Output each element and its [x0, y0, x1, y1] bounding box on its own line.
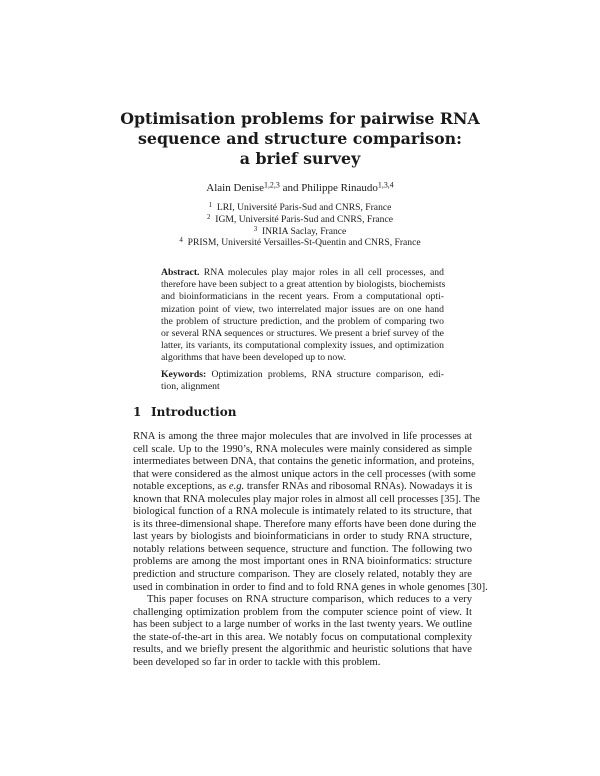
- affiliation-text: INRIA Saclay, France: [261, 225, 347, 237]
- abstract-text: RNA molecules play major roles in all cell processes, and: [199, 267, 444, 278]
- keywords-label: Keywords:: [161, 369, 207, 380]
- body-emphasis: e.g.: [228, 481, 245, 493]
- body-text: notable exceptions, as: [133, 481, 229, 493]
- body-line: prediction and structure comparison. They are closely related, notably they are: [133, 569, 472, 581]
- body-line: known that RNA molecules play major roles in almost all cell processes [35]. The: [133, 493, 480, 505]
- affiliation-mark: 2: [207, 213, 211, 221]
- keywords-line: tion, alignment: [161, 381, 220, 393]
- affiliation-mark: 3: [253, 225, 258, 233]
- author-name: Philippe Rinaudo: [301, 182, 378, 194]
- affiliation-mark: 4: [179, 237, 183, 245]
- body-line: that were considered as the almost unique actors in the cell processes (with some: [133, 468, 476, 480]
- body-line: This paper focuses on RNA structure comparison, which reduces to a very: [147, 594, 472, 606]
- author-conjunction: and: [279, 182, 302, 194]
- affiliation-text: PRISM, Université Versailles-St-Quentin and CNRS, France: [187, 237, 421, 249]
- abstract-line: therefore have been subject to a great attention by biologists, biochemists: [161, 279, 446, 291]
- body-line: challenging optimization problem from the computer science point of view. It: [133, 606, 472, 618]
- author-affiliation-marks: 1,3,4: [377, 180, 394, 190]
- affiliation: [0, 226, 600, 238]
- keywords-text: Optimization problems, RNA structure comparison, edi-: [206, 369, 444, 380]
- affiliation: [0, 202, 600, 214]
- body-line: [133, 481, 472, 494]
- title-line: sequence and structure comparison:: [138, 129, 462, 148]
- abstract: [161, 267, 444, 365]
- abstract-line: mization point of view, two interrelated major issues are on one hand: [161, 303, 444, 315]
- abstract-line: latter, its variants, its computational complexity issues, and optimization: [161, 340, 444, 352]
- affiliation: [0, 214, 600, 226]
- keywords-line: [161, 369, 444, 381]
- body-line: used in combination in order to find and to fold RNA genes in whole genomes [30].: [133, 581, 488, 593]
- abstract-line: [161, 267, 444, 279]
- abstract-line: or several RNA sequences or structures. We present a brief survey of the: [161, 328, 444, 340]
- body-text: transfer RNAs and ribosomal RNAs). Nowadays it is: [244, 481, 473, 493]
- intro-text: [133, 431, 488, 669]
- keywords: [161, 369, 444, 393]
- body-line: is its three-dimensional shape. Therefore many efforts have been done during the: [133, 518, 477, 530]
- body-line: cell scale. Up to the 1990’s, RNA molecules were mainly considered as simple: [133, 443, 472, 455]
- author-list: [0, 181, 600, 195]
- affiliation: [0, 237, 600, 249]
- body-line: intermediates between DNA, that contains the genetic information, and proteins,: [133, 456, 475, 468]
- abstract-line: and bioinformaticians in the recent years. From a computational opti-: [161, 291, 444, 303]
- section-title: Introduction: [151, 405, 237, 419]
- body-line: problems are among the most important ones in RNA bioinformatics: structure: [133, 556, 472, 568]
- affiliation-list: [0, 202, 600, 249]
- title-line: Optimisation problems for pairwise RNA: [120, 109, 480, 128]
- section-heading: [133, 405, 236, 419]
- body-line: biological function of a RNA molecule is intimately related to its structure, that: [133, 506, 472, 518]
- body-line: has been subject to a large number of works in the last twenty years. We outline: [133, 619, 472, 631]
- body-line: results, and we briefly present the algorithmic and heuristic solutions that have: [133, 644, 472, 656]
- abstract-line: algorithms that have been developed up to now.: [161, 352, 346, 364]
- abstract-label: Abstract.: [161, 267, 200, 278]
- title-line: a brief survey: [239, 149, 361, 168]
- body-line: the state-of-the-art in this area. We notably focus on computational complexity: [133, 631, 472, 643]
- affiliation-mark: 1: [208, 201, 213, 209]
- body-line: last years by biologists and bioinformaticians in order to study RNA structure,: [133, 531, 472, 543]
- affiliation-text: LRI, Université Paris-Sud and CNRS, France: [216, 202, 392, 213]
- body-line: been developed so far in order to tackle with this problem.: [133, 656, 381, 668]
- author-name: Alain Denise: [206, 182, 264, 194]
- body-line: notably relations between sequence, structure and function. The following two: [133, 543, 472, 555]
- author-affiliation-marks: 1,2,3: [264, 180, 280, 190]
- body-line: RNA is among the three major molecules that are involved in life processes at: [133, 431, 472, 442]
- affiliation-text: IGM, Université Paris-Sud and CNRS, France: [215, 213, 393, 225]
- paper-title: [0, 109, 600, 169]
- section-number: 1: [133, 405, 142, 419]
- abstract-line: the problem of structure prediction, and the problem of comparing two: [161, 315, 444, 327]
